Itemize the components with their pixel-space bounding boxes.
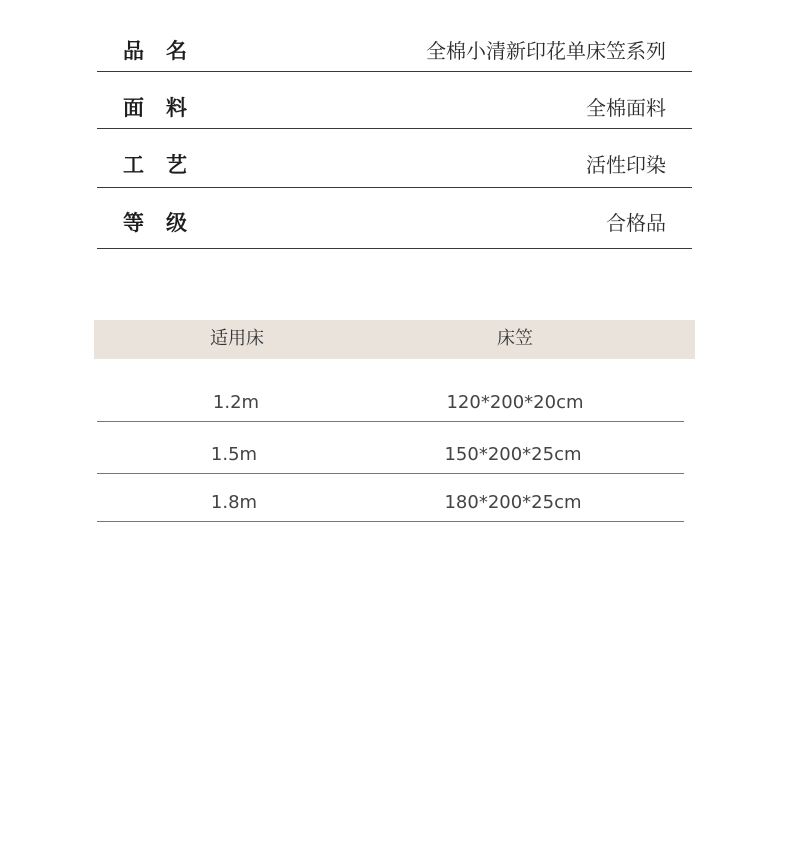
sheet-size-cell: 180*200*25cm xyxy=(444,492,582,513)
table-row xyxy=(97,359,684,422)
spec-value: 活性印染 xyxy=(586,153,666,177)
bed-size-cell: 1.5m xyxy=(210,444,258,465)
bed-size-cell: 1.8m xyxy=(210,492,258,513)
bed-size-cell: 1.2m xyxy=(212,392,260,413)
sheet-size-cell: 150*200*25cm xyxy=(444,444,582,465)
spec-row-fabric xyxy=(97,72,692,129)
header-bed-size: 适用床 xyxy=(210,328,264,349)
table-row xyxy=(97,474,684,522)
size-table-header xyxy=(94,320,695,359)
spec-label: 品名 xyxy=(123,39,209,63)
size-table xyxy=(94,320,695,513)
spec-label: 工艺 xyxy=(123,153,209,177)
product-spec-list xyxy=(97,14,692,249)
spec-value: 全棉小清新印花单床笠系列 xyxy=(426,39,666,63)
spec-row-grade xyxy=(97,188,692,249)
spec-row-process xyxy=(97,129,692,188)
spec-value: 合格品 xyxy=(606,211,666,235)
spec-label: 面料 xyxy=(123,96,209,120)
table-row xyxy=(97,422,684,474)
sheet-size-cell: 120*200*20cm xyxy=(446,392,584,413)
header-fitted-sheet: 床笠 xyxy=(497,328,533,349)
spec-row-name xyxy=(97,14,692,72)
spec-label: 等级 xyxy=(123,211,209,235)
spec-value: 全棉面料 xyxy=(586,96,666,120)
